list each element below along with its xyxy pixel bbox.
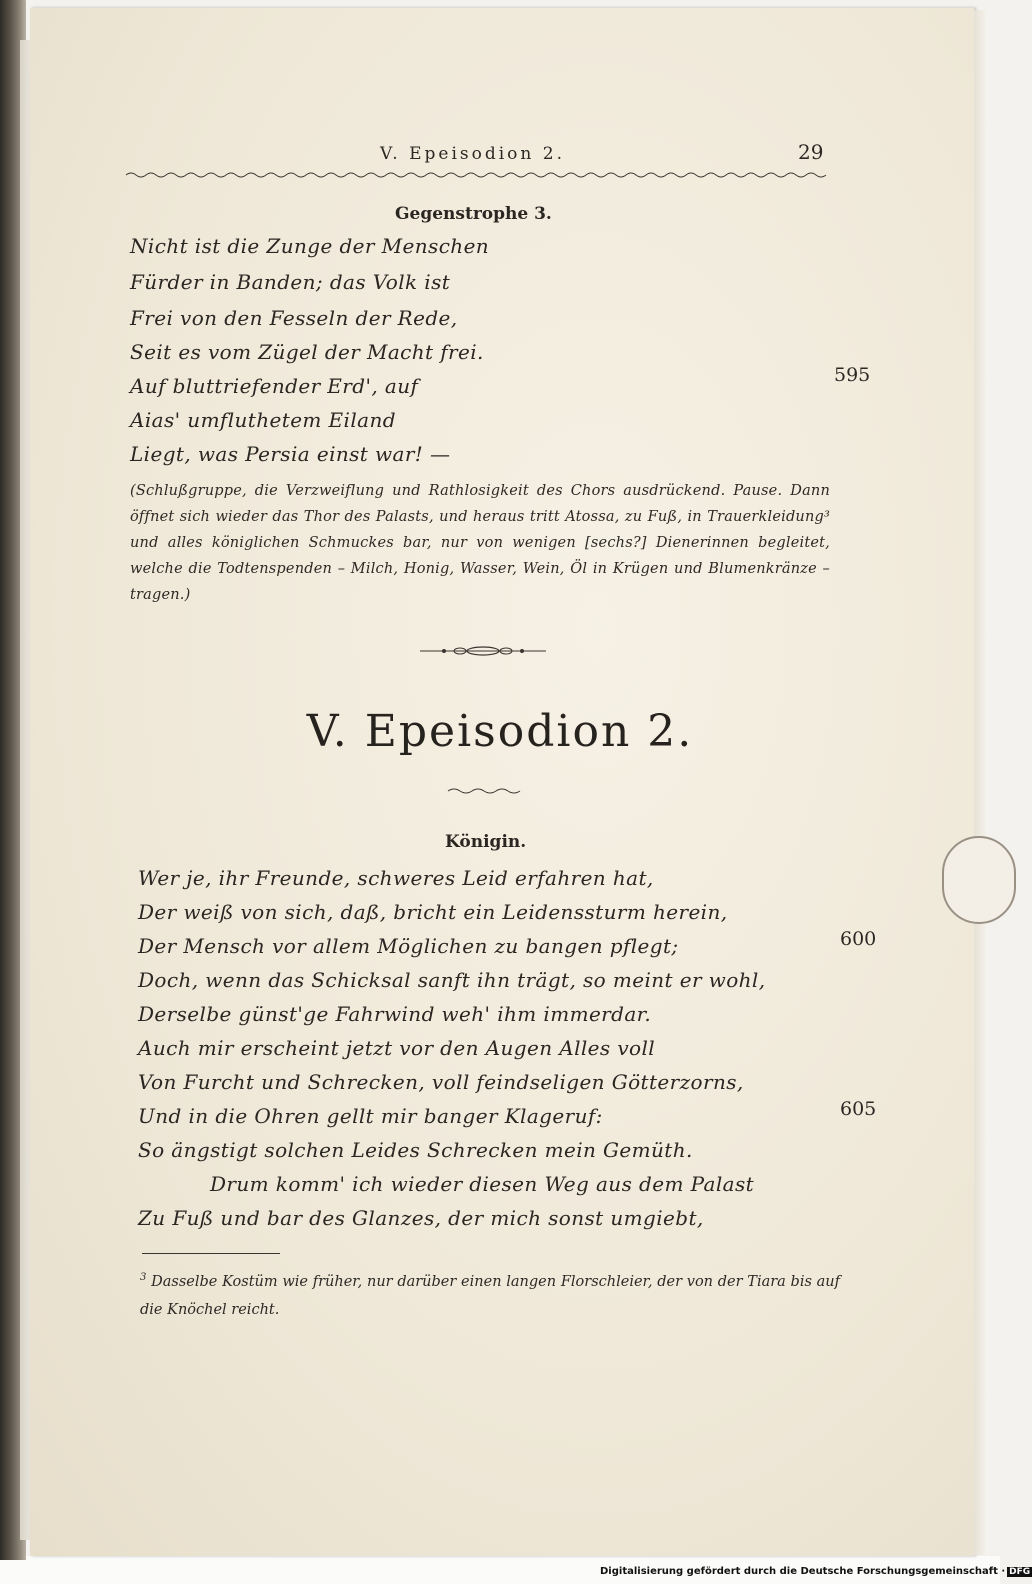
page-number: 29 [798,140,824,164]
running-head [130,140,830,166]
verse-line: Zu Fuß und bar des Glanzes, der mich sonst umgiebt, [138,1206,704,1230]
verse-line: Drum komm' ich wieder diesen Weg aus dem Palast [210,1172,755,1196]
verse-line: Auch mir erscheint jetzt vor den Augen Alles voll [138,1036,656,1060]
header-wavy-rule [126,170,826,180]
footnote-rule [142,1253,280,1254]
footnote-text: Dasselbe Kostüm wie früher, nur darüber einen langen Florschleier, der von der Tiara bis auf die Knöchel reicht. [140,1273,841,1318]
index-tab [942,836,1016,924]
verse-line: Der weiß von sich, daß, bricht ein Leidenssturm herein, [138,900,728,924]
footnote [140,1264,840,1324]
verse-line: Von Furcht und Schrecken, voll feindseligen Götterzorns, [138,1070,744,1094]
verse-line: Nicht ist die Zunge der Menschen [130,234,490,258]
digitisation-credit [600,1566,1031,1582]
verse-line: Seit es vom Zügel der Macht frei. [130,340,484,364]
ornament-divider [420,644,546,658]
line-number: 595 [834,364,871,386]
verse-line: So ängstigt solchen Leides Schrecken mein Gemüth. [138,1138,693,1162]
page-edge [974,10,988,1555]
line-number: 605 [840,1098,877,1120]
verse-line: Derselbe günst'ge Fahrwind weh' ihm immerdar. [138,1002,652,1026]
heading-swash [446,786,522,796]
dfg-logo: DFG [1009,1567,1031,1577]
verse-line: Und in die Ohren gellt mir banger Klageruf: [138,1104,603,1128]
verse-line: Frei von den Fesseln der Rede, [130,306,458,330]
section-heading: V. Epeisodion 2. [306,706,694,757]
verse-line: Auf bluttriefender Erd', auf [130,374,419,398]
verse-line: Der Mensch vor allem Möglichen zu bangen pflegt; [138,934,679,958]
running-head-title: V. Epeisodion 2. [380,144,565,164]
line-number: 600 [840,928,877,950]
speaker-label: Königin. [445,832,527,852]
antistrophe-label: Gegenstrophe 3. [395,204,552,224]
verse-line: Aias' umfluthetem Eiland [130,408,396,432]
credit-text: Digitalisierung gefördert durch die Deutsche Forschungsgemeinschaft · [600,1566,1006,1577]
verse-line: Liegt, was Persia einst war! — [130,442,451,466]
stage-direction: (Schlußgruppe, die Verzweiflung und Rathlosigkeit des Chors ausdrückend. Pause. Dann öffnet sich wieder das Thor des Palasts, und heraus tritt Atossa, zu Fuß, in Trauerkleidung³ und alles königlichen Schmuckes bar, nur von wenigen [sechs?] Dienerinnen begleitet, welche die Todtenspenden – Milch, Honig, Wasser, Wein, Öl in Krügen und Blumenkränze – tragen.) [130,483,830,603]
footnote-marker: 3 [140,1272,147,1283]
verse-line: Fürder in Banden; das Volk ist [130,270,451,294]
verse-line: Wer je, ihr Freunde, schweres Leid erfahren hat, [138,866,654,890]
verse-line: Doch, wenn das Schicksal sanft ihn trägt, so meint er wohl, [138,968,766,992]
